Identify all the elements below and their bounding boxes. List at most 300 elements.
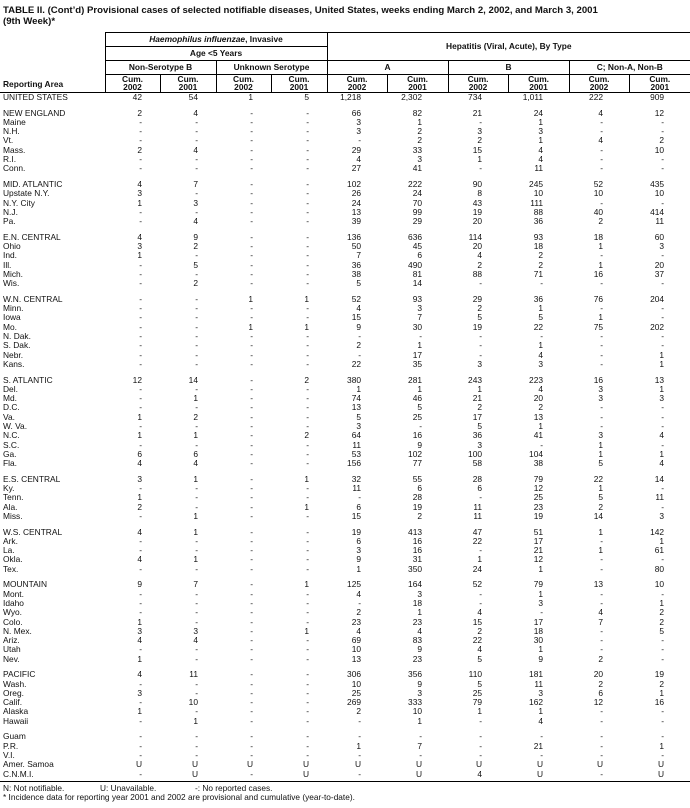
table-row [0, 608, 690, 617]
data-cell: - [306, 402, 310, 413]
data-cell: - [250, 740, 253, 751]
row-label: N.H. [3, 126, 20, 137]
data-cell: - [250, 331, 253, 342]
data-cell: - [250, 278, 253, 289]
table-row [0, 136, 690, 145]
data-cell: - [250, 216, 253, 227]
data-cell: - [195, 740, 198, 751]
data-cell: - [195, 588, 198, 599]
data-cell: 181 [529, 669, 544, 680]
table-row [0, 93, 690, 103]
data-cell: - [139, 715, 142, 726]
data-cell: 1 [193, 554, 198, 565]
row-label: Ark. [3, 535, 18, 546]
data-cell: - [306, 231, 310, 242]
data-cell: 3 [417, 588, 423, 599]
data-cell: - [195, 188, 198, 199]
data-cell: 19 [412, 501, 423, 512]
data-cell: - [306, 607, 310, 618]
data-cell: - [600, 625, 604, 636]
data-cell: U [246, 759, 253, 770]
data-cell: - [250, 669, 253, 680]
data-cell: 54 [188, 92, 198, 102]
data-cell: 9 [356, 554, 362, 565]
data-cell: 11 [534, 678, 544, 689]
row-label: C.N.M.I. [3, 768, 34, 779]
data-cell: - [600, 535, 604, 546]
data-cell: - [195, 116, 198, 127]
data-cell: - [250, 563, 253, 574]
data-cell: - [661, 554, 665, 565]
data-cell: - [306, 597, 310, 608]
table-row [0, 599, 690, 608]
data-cell: - [306, 241, 310, 252]
data-cell: - [250, 458, 253, 469]
table-row [0, 555, 690, 564]
data-cell: 36 [472, 430, 483, 441]
data-cell: 1 [659, 740, 665, 751]
data-cell: 16 [412, 535, 423, 546]
data-cell: - [139, 393, 142, 404]
data-cell: - [139, 293, 142, 304]
year-column-header: Cum. 2002 [448, 74, 508, 92]
data-cell: - [250, 579, 253, 590]
data-cell: 4 [137, 458, 142, 469]
data-cell: U [536, 768, 544, 779]
data-cell: - [600, 144, 604, 155]
data-cell: - [306, 358, 310, 369]
data-cell: 4 [477, 250, 483, 261]
data-cell: 58 [472, 458, 483, 469]
data-cell: - [250, 340, 253, 351]
table-row [0, 546, 690, 555]
table-row [0, 146, 690, 155]
data-cell: 2 [659, 607, 665, 618]
data-cell: 2 [356, 340, 362, 351]
data-cell: - [540, 731, 544, 742]
row-label: Hawaii [3, 715, 29, 726]
year-column-header: Cum. 2002 [105, 74, 160, 92]
haemophilus-name-rest: , Invasive [245, 34, 283, 45]
row-label: MOUNTAIN [3, 579, 48, 590]
data-cell: 4 [538, 715, 544, 726]
data-cell: 136 [347, 231, 362, 242]
data-cell: - [306, 411, 310, 422]
row-label: Ill. [3, 259, 12, 270]
data-cell: - [250, 526, 253, 537]
data-cell: 14 [593, 510, 604, 521]
table-row [0, 512, 690, 521]
data-cell: 4 [538, 349, 544, 360]
data-cell: - [250, 607, 253, 618]
data-cell: U [657, 759, 665, 770]
data-cell: 82 [412, 107, 423, 118]
data-cell: 27 [351, 163, 362, 174]
data-cell: 243 [468, 374, 483, 385]
data-cell: 7 [417, 740, 423, 751]
data-cell: 102 [347, 178, 362, 189]
data-cell: 3 [598, 383, 604, 394]
data-cell: 4 [137, 178, 142, 189]
table-row [0, 431, 690, 440]
data-cell: 1 [356, 383, 362, 394]
row-label: Mo. [3, 321, 17, 332]
table-row [0, 770, 690, 779]
data-cell: - [139, 420, 142, 431]
data-cell: 2,302 [401, 92, 423, 102]
data-cell: 1 [598, 526, 604, 537]
data-cell: - [306, 510, 310, 521]
data-cell: 41 [412, 163, 423, 174]
row-label: Idaho [3, 597, 24, 608]
table-row [0, 717, 690, 726]
data-cell: 6 [417, 250, 423, 261]
data-cell: - [661, 644, 665, 655]
data-cell: 38 [533, 458, 544, 469]
data-cell: - [139, 439, 142, 450]
data-cell: 4 [538, 144, 544, 155]
data-cell: 79 [533, 579, 544, 590]
table-row [0, 279, 690, 288]
row-label: Iowa [3, 312, 21, 323]
data-cell: 11 [534, 163, 544, 174]
data-cell: 3 [598, 430, 604, 441]
data-cell: - [195, 597, 198, 608]
data-cell: 490 [408, 259, 423, 270]
data-cell: - [306, 749, 310, 760]
data-cell: 9 [137, 579, 142, 590]
data-cell: 1 [477, 383, 483, 394]
data-cell: 16 [412, 430, 423, 441]
data-cell: 76 [593, 293, 604, 304]
data-cell: 3 [137, 241, 142, 252]
data-cell: 4 [193, 635, 198, 646]
data-cell: 24 [533, 107, 544, 118]
data-cell: 3 [137, 473, 142, 484]
data-cell: 5 [477, 312, 483, 323]
table-row [0, 109, 690, 118]
data-cell: 5 [477, 653, 483, 664]
data-cell: 11 [473, 510, 483, 521]
data-cell: 23 [412, 616, 423, 627]
data-cell: 18 [533, 241, 544, 252]
data-cell: - [419, 420, 423, 431]
data-cell: - [661, 197, 665, 208]
data-cell: 14 [188, 374, 198, 385]
data-cell: 7 [193, 178, 198, 189]
data-cell: 2 [598, 653, 604, 664]
data-cell: - [479, 588, 483, 599]
data-cell: - [139, 678, 142, 689]
data-cell: 20 [533, 393, 544, 404]
data-cell: - [139, 545, 142, 556]
data-cell: - [250, 126, 253, 137]
data-cell: - [250, 430, 253, 441]
data-cell: 10 [593, 188, 604, 199]
data-cell: - [139, 731, 142, 742]
data-cell: - [250, 144, 253, 155]
data-cell: - [419, 331, 423, 342]
data-cell: - [250, 411, 253, 422]
data-cell: - [306, 163, 310, 174]
row-label: E.N. CENTRAL [3, 231, 61, 242]
data-cell: - [600, 731, 604, 742]
row-label: Oreg. [3, 687, 24, 698]
table-row [0, 636, 690, 645]
data-cell: - [306, 731, 310, 742]
data-cell: 4 [598, 135, 604, 146]
row-label: N. Mex. [3, 625, 32, 636]
data-cell: 1 [598, 439, 604, 450]
table-row [0, 503, 690, 512]
data-cell: 1,011 [522, 92, 544, 102]
data-cell: - [139, 206, 142, 217]
data-cell: - [479, 349, 483, 360]
data-cell: - [600, 715, 604, 726]
data-cell: 114 [468, 231, 483, 242]
data-cell: 1 [248, 321, 253, 332]
data-cell: 4 [356, 588, 362, 599]
row-label: Okla. [3, 554, 23, 565]
data-cell: 2 [477, 303, 483, 314]
table-row [0, 645, 690, 654]
year-column-header: Cum. 2002 [327, 74, 387, 92]
data-cell: 2 [304, 430, 310, 441]
row-label: Nev. [3, 653, 20, 664]
data-cell: - [306, 116, 310, 127]
table-row [0, 580, 690, 589]
data-cell: - [540, 749, 544, 760]
data-cell: - [306, 715, 310, 726]
data-cell: 5 [598, 492, 604, 503]
data-cell: 20 [472, 216, 483, 227]
data-cell: 1 [304, 501, 310, 512]
data-cell: 2 [598, 216, 604, 227]
data-cell: 2 [193, 278, 198, 289]
data-cell: 222 [408, 178, 423, 189]
data-cell: 1 [137, 411, 142, 422]
data-cell: 16 [412, 545, 423, 556]
row-label: MID. ATLANTIC [3, 178, 63, 189]
table-row [0, 422, 690, 431]
data-cell: 1 [356, 740, 362, 751]
table-row [0, 459, 690, 468]
data-cell: U [536, 759, 544, 770]
table-row [0, 118, 690, 127]
data-cell: - [195, 706, 198, 717]
data-cell: 10 [533, 188, 544, 199]
table-row [0, 528, 690, 537]
data-cell: 20 [593, 669, 604, 680]
data-cell: - [139, 402, 142, 413]
data-cell: - [661, 402, 665, 413]
data-cell: 1 [659, 535, 665, 546]
data-cell: 22 [351, 358, 362, 369]
data-cell: - [250, 383, 253, 394]
table-row [0, 760, 690, 769]
footnotes [0, 781, 690, 803]
data-cell: - [139, 483, 142, 494]
row-label: Ky. [3, 483, 15, 494]
data-cell: 13 [533, 411, 544, 422]
year-column-header: Cum. 2001 [508, 74, 569, 92]
table-row [0, 751, 690, 760]
data-cell: 10 [654, 579, 665, 590]
table-row [0, 484, 690, 493]
data-cell: - [250, 420, 253, 431]
data-cell: 41 [533, 430, 544, 441]
data-cell: - [250, 358, 253, 369]
data-cell: - [661, 420, 665, 431]
data-cell: 25 [472, 687, 483, 698]
data-cell: - [479, 163, 483, 174]
data-cell: - [139, 163, 142, 174]
data-cell: 2 [477, 402, 483, 413]
data-cell: - [195, 687, 198, 698]
reporting-area-header: Reporting Area [0, 32, 105, 92]
subgroup-header-non-serotype-b: Non-Serotype B [105, 60, 216, 74]
subgroup-header-hepatitis-c: C; Non-A, Non-B [569, 60, 690, 74]
data-cell: 2 [477, 135, 483, 146]
data-cell: 3 [477, 439, 483, 450]
data-cell: 2 [417, 135, 423, 146]
data-cell: - [250, 259, 253, 270]
data-cell: - [600, 420, 604, 431]
table-row [0, 189, 690, 198]
data-cell: 2 [417, 126, 423, 137]
data-cell: - [250, 393, 253, 404]
data-cell: 11 [352, 439, 362, 450]
data-cell: - [250, 231, 253, 242]
data-cell: 6 [137, 448, 142, 459]
data-cell: 1 [137, 492, 142, 503]
data-cell: - [250, 697, 253, 708]
data-cell: - [250, 616, 253, 627]
data-cell: U [191, 768, 198, 779]
table-row [0, 208, 690, 217]
data-cell: 80 [654, 563, 665, 574]
data-cell: - [195, 563, 198, 574]
data-cell: - [250, 303, 253, 314]
data-cell: 4 [137, 635, 142, 646]
row-label: Del. [3, 383, 18, 394]
data-cell: 2 [193, 241, 198, 252]
data-cell: 52 [472, 579, 483, 590]
table-row [0, 127, 690, 136]
data-cell: 281 [408, 374, 423, 385]
data-cell: 15 [472, 144, 483, 155]
data-cell: - [139, 358, 142, 369]
data-cell: 42 [132, 92, 142, 102]
data-cell: 1 [598, 312, 604, 323]
row-label: Mont. [3, 588, 24, 599]
data-cell: - [306, 331, 310, 342]
table-row [0, 376, 690, 385]
data-cell: 13 [654, 374, 665, 385]
data-cell: - [250, 535, 253, 546]
data-cell: - [661, 501, 665, 512]
row-label: D.C. [3, 402, 20, 413]
data-cell: - [479, 749, 483, 760]
data-cell: 15 [351, 510, 362, 521]
data-cell: 7 [356, 250, 362, 261]
data-cell: - [195, 616, 198, 627]
row-label: Amer. Samoa [3, 759, 54, 770]
data-cell: - [600, 740, 604, 751]
data-cell: - [139, 644, 142, 655]
data-cell: - [195, 163, 198, 174]
data-cell: 15 [351, 312, 362, 323]
data-cell: 55 [412, 473, 423, 484]
data-cell: 12 [533, 483, 544, 494]
data-cell: 162 [529, 697, 544, 708]
data-cell: - [358, 731, 362, 742]
data-cell: 1 [304, 473, 310, 484]
table-row [0, 341, 690, 350]
data-cell: 3 [538, 358, 544, 369]
data-cell: - [600, 402, 604, 413]
row-label: Miss. [3, 510, 23, 521]
data-cell: - [600, 706, 604, 717]
table-row [0, 360, 690, 369]
table-row [0, 670, 690, 679]
data-cell: 2 [538, 402, 544, 413]
data-cell: - [195, 312, 198, 323]
data-cell: - [661, 331, 665, 342]
data-cell: - [195, 303, 198, 314]
data-cell: - [250, 197, 253, 208]
data-cell: 1 [538, 340, 544, 351]
table-row [0, 413, 690, 422]
data-cell: - [540, 278, 544, 289]
table-row [0, 627, 690, 636]
data-cell: - [306, 616, 310, 627]
data-cell: - [195, 268, 198, 279]
data-cell: 38 [351, 268, 362, 279]
data-cell: - [661, 411, 665, 422]
data-cell: 1 [598, 241, 604, 252]
data-cell: 36 [533, 293, 544, 304]
data-cell: 269 [347, 697, 362, 708]
data-cell: - [306, 144, 310, 155]
haemophilus-name: Haemophilus influenzae [149, 34, 246, 45]
table-row [0, 164, 690, 173]
data-cell: 43 [472, 197, 483, 208]
data-cell: - [419, 749, 423, 760]
data-cell: - [661, 588, 665, 599]
age-group-header: Age <5 Years [105, 46, 327, 60]
data-cell: 1 [193, 526, 198, 537]
data-cell: - [250, 268, 253, 279]
data-cell: - [661, 340, 665, 351]
data-cell: - [139, 535, 142, 546]
data-cell: 4 [193, 458, 198, 469]
data-cell: - [600, 563, 604, 574]
data-cell: 1 [137, 653, 142, 664]
data-cell: - [250, 554, 253, 565]
data-cell: - [195, 545, 198, 556]
data-cell: 2 [137, 501, 142, 512]
data-cell: - [479, 116, 483, 127]
row-label: P.R. [3, 740, 19, 751]
table-row [0, 618, 690, 627]
data-cell: 3 [538, 687, 544, 698]
data-cell: - [306, 154, 310, 165]
data-cell: 10 [188, 697, 198, 708]
data-cell: 99 [412, 206, 423, 217]
data-cell: 12 [593, 697, 604, 708]
data-cell: 10 [412, 706, 423, 717]
